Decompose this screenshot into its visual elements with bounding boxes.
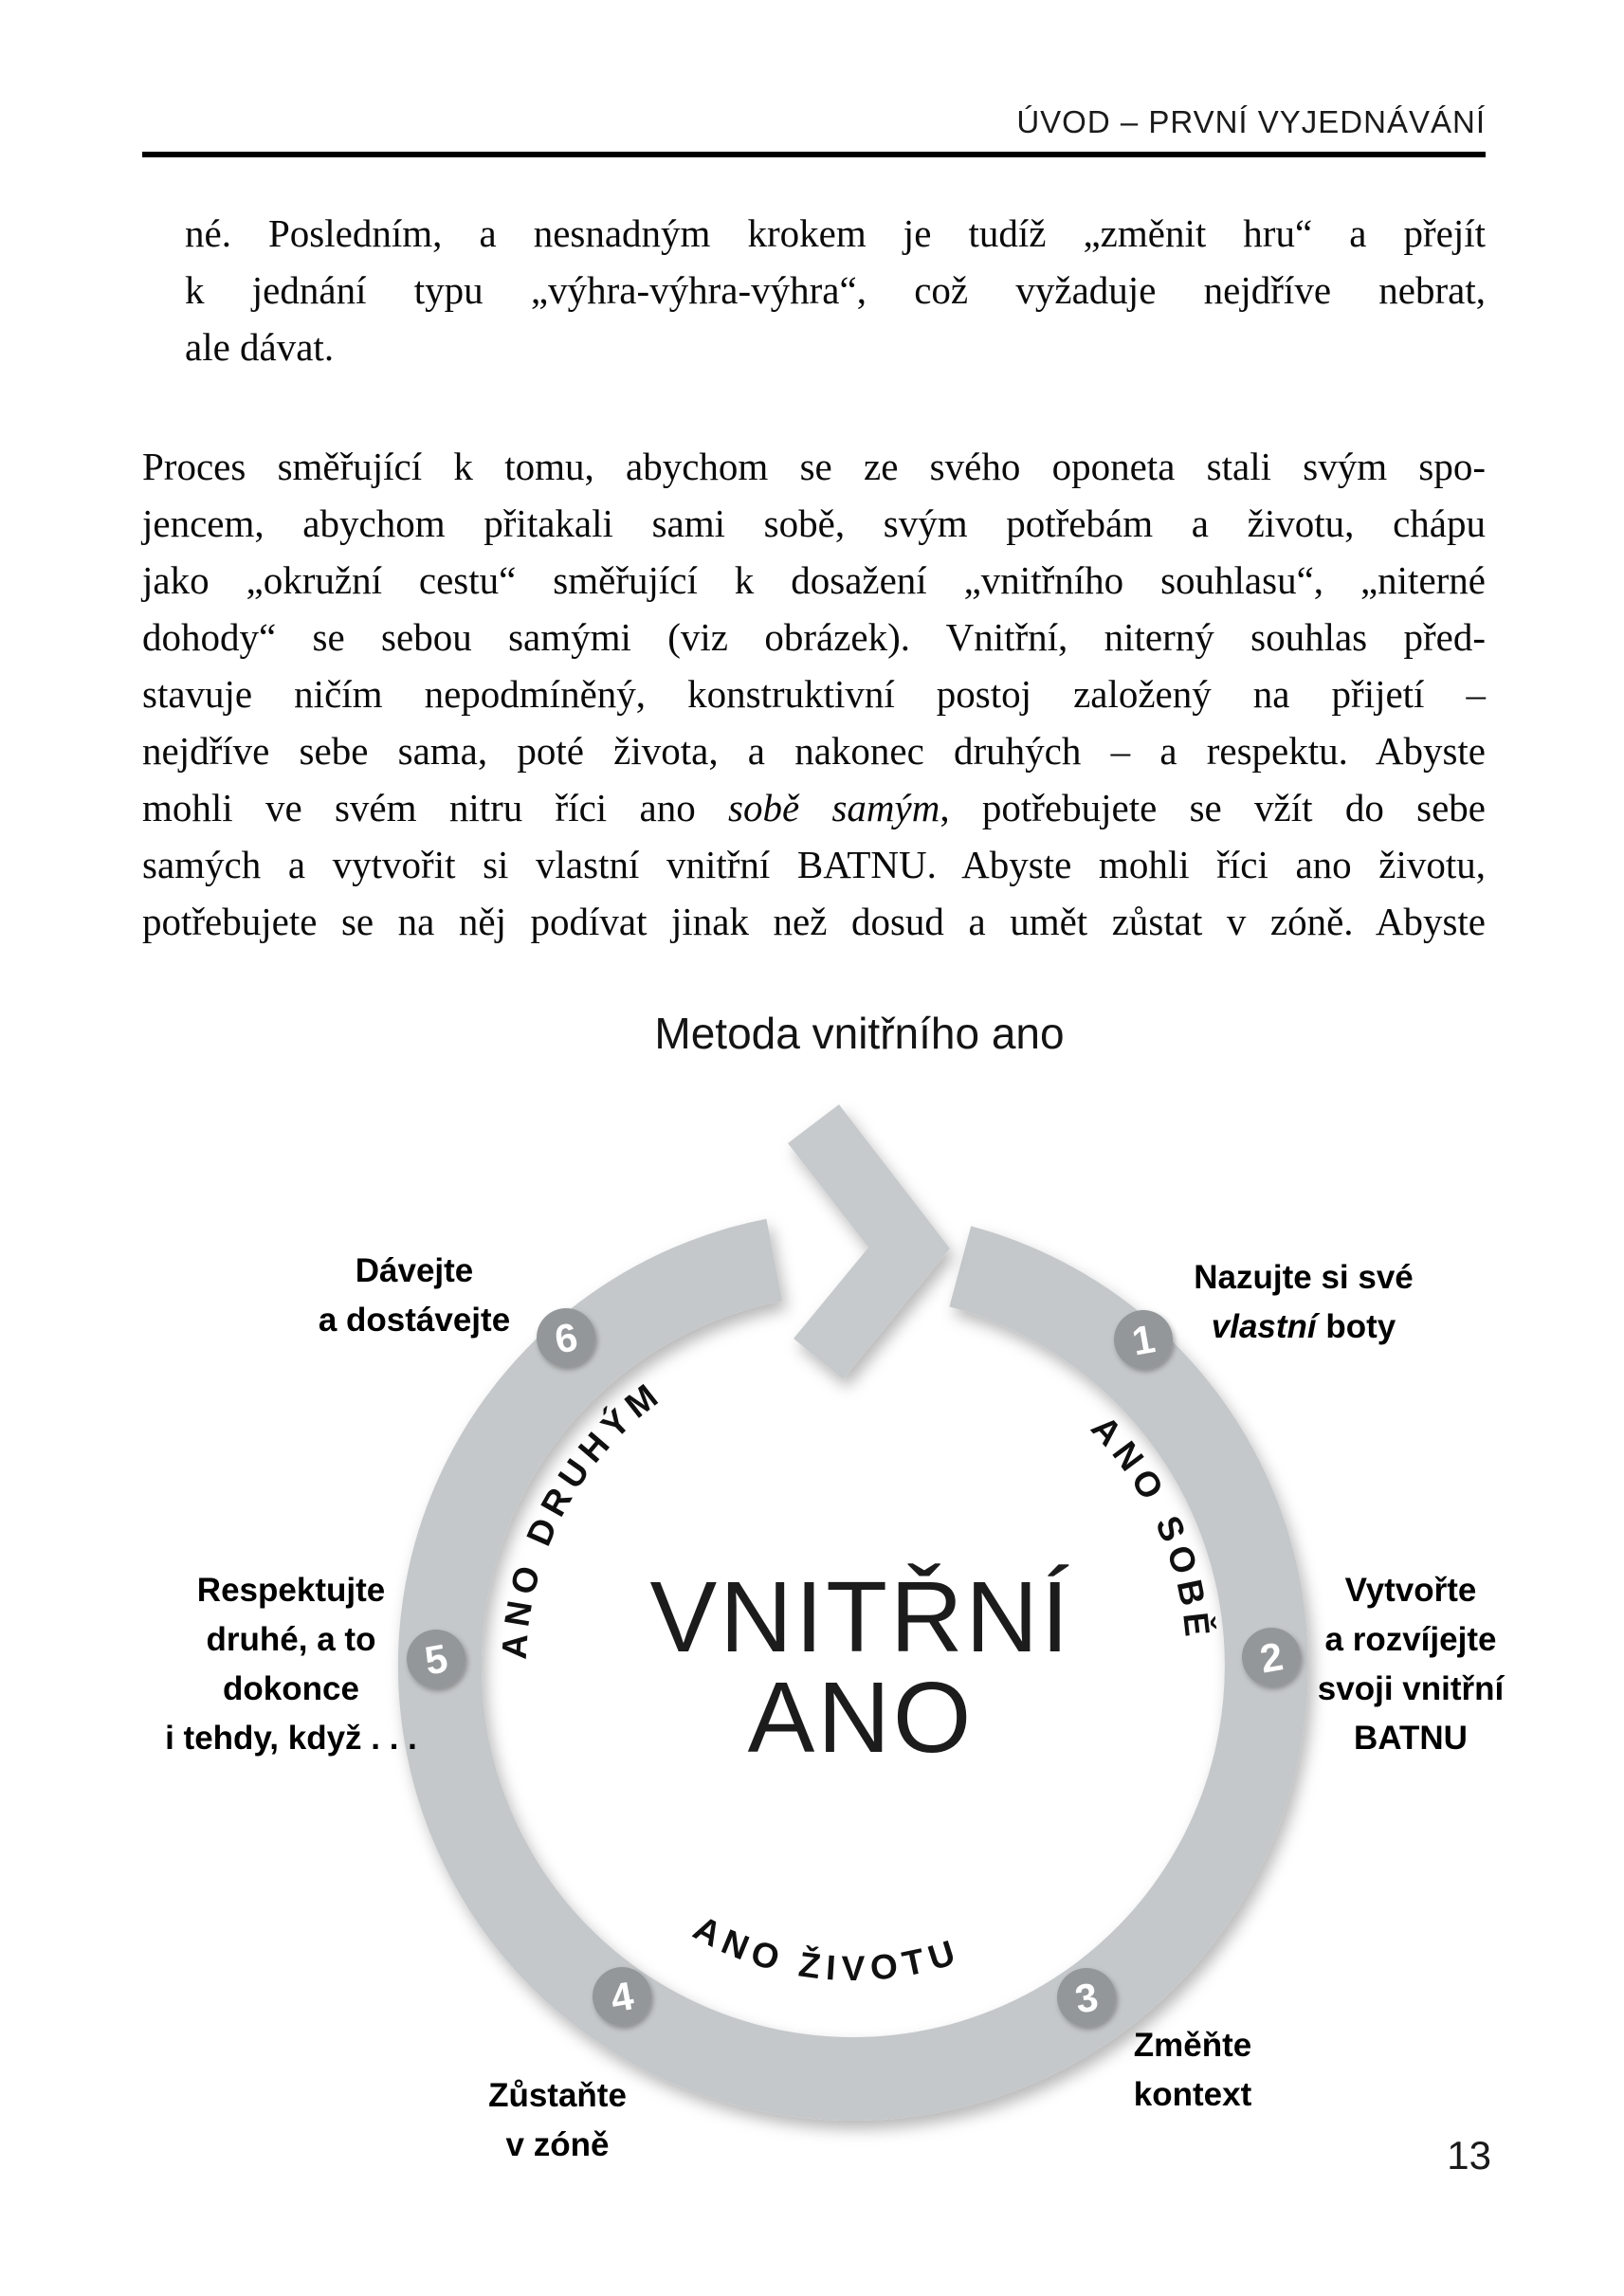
text-line: Proces směřující k tomu, abychom se ze svého oponeta stali svým spo- <box>142 445 1486 488</box>
center-caption-line2: ANO <box>747 1662 975 1774</box>
step-disc-4 <box>593 1967 651 2026</box>
text-segment: mohli ve svém nitru říci ano <box>142 786 728 829</box>
step-label-5 <box>149 1566 433 1763</box>
text-line <box>142 779 1486 836</box>
label-line: druhé, a to <box>206 1621 376 1658</box>
label-line: dokonce <box>223 1670 359 1707</box>
text-line: nejdříve sebe sama, poté života, a nakonec druhých – a respektu. Abyste <box>142 729 1486 773</box>
label-line: v zóně <box>505 2126 610 2163</box>
step-disc-3 <box>1057 1968 1116 2027</box>
ring-label-ano-druhym: ANO DRUHÝM <box>494 1373 670 1661</box>
label-line: kontext <box>1133 2076 1252 2113</box>
running-header: ÚVOD – PRVNÍ VYJEDNÁVÁNÍ <box>1016 104 1486 139</box>
cycle-arrow-icon <box>788 1104 950 1379</box>
label-segment: boty <box>1316 1308 1396 1345</box>
text-line: dohody“ se sebou samými (viz obrázek). Vnitřní, niterný souhlas před- <box>142 615 1486 659</box>
text-line: potřebujete se na něj podívat jinak než dosud a umět zůstat v zóně. Abyste <box>142 900 1486 943</box>
label-line: Respektujte <box>196 1572 386 1609</box>
label-line: Nazujte si své <box>1194 1259 1414 1296</box>
label-line: Zůstaňte <box>488 2077 627 2114</box>
label-line: Dávejte <box>355 1252 474 1289</box>
step-disc-6 <box>537 1308 595 1367</box>
paragraph-1 <box>185 205 1486 375</box>
figure-title: Metoda vnitřního ano <box>654 1009 1065 1058</box>
label-line: BATNU <box>1354 1720 1468 1757</box>
header-rule <box>142 152 1486 157</box>
text-segment: , potřebujete se vžít do sebe <box>940 786 1486 829</box>
step-number: 6 <box>551 1314 581 1362</box>
step-label-1 <box>1190 1253 1417 1352</box>
step-number: 1 <box>1128 1316 1159 1364</box>
step-number: 3 <box>1071 1974 1102 2022</box>
text-line: samých a vytvořit si vlastní vnitřní BATNU. Abyste mohli říci ano životu, <box>142 843 1486 886</box>
label-line <box>1190 1303 1417 1352</box>
step-disc-1 <box>1114 1310 1173 1369</box>
step-number: 5 <box>421 1635 451 1684</box>
text-segment-italic: sobě samým <box>728 786 940 829</box>
text-line: jencem, abychom přitakali sami sobě, svým potřebám a životu, chápu <box>142 501 1486 545</box>
step-number: 2 <box>1256 1633 1286 1682</box>
label-line: svoji vnitřní <box>1317 1670 1505 1707</box>
step-label-4 <box>453 2071 662 2170</box>
label-line: Vytvořte <box>1344 1572 1477 1609</box>
text-line: ale dávat. <box>185 325 335 369</box>
label-line: a rozvíjejte <box>1324 1621 1497 1658</box>
label-line: a dostávejte <box>318 1302 511 1339</box>
step-label-2 <box>1306 1566 1515 1763</box>
text-line: jako „okružní cestu“ směřující k dosažení „vnitřního souhlasu“, „niterné <box>142 558 1486 602</box>
label-line: i tehdy, když . . . <box>165 1720 417 1757</box>
text-line: né. Posledním, a nesnadným krokem je tudíž „změnit hru“ a přejít <box>185 211 1486 255</box>
label-line: Změňte <box>1133 2027 1252 2064</box>
step-label-3 <box>1088 2021 1297 2120</box>
paragraph-2 <box>142 438 1486 950</box>
ring-label-ano-zivotu: ANO ŽIVOTU <box>687 1907 966 1989</box>
label-segment-italic: vlastní <box>1211 1308 1317 1345</box>
text-line: stavuje ničím nepodmíněný, konstruktivní postoj založený na přijetí – <box>142 672 1486 716</box>
step-disc-2 <box>1242 1628 1301 1686</box>
page-number: 13 <box>1447 2133 1491 2178</box>
step-label-6 <box>301 1247 528 1345</box>
center-caption-line1: VNITŘNÍ <box>649 1561 1072 1673</box>
step-number: 4 <box>607 1973 637 2021</box>
ring-label-ano-sobe: ANO SOBĚ <box>1084 1408 1218 1645</box>
text-line: k jednání typu „výhra-výhra-výhra“, což vyžaduje nejdříve nebrat, <box>185 268 1486 312</box>
